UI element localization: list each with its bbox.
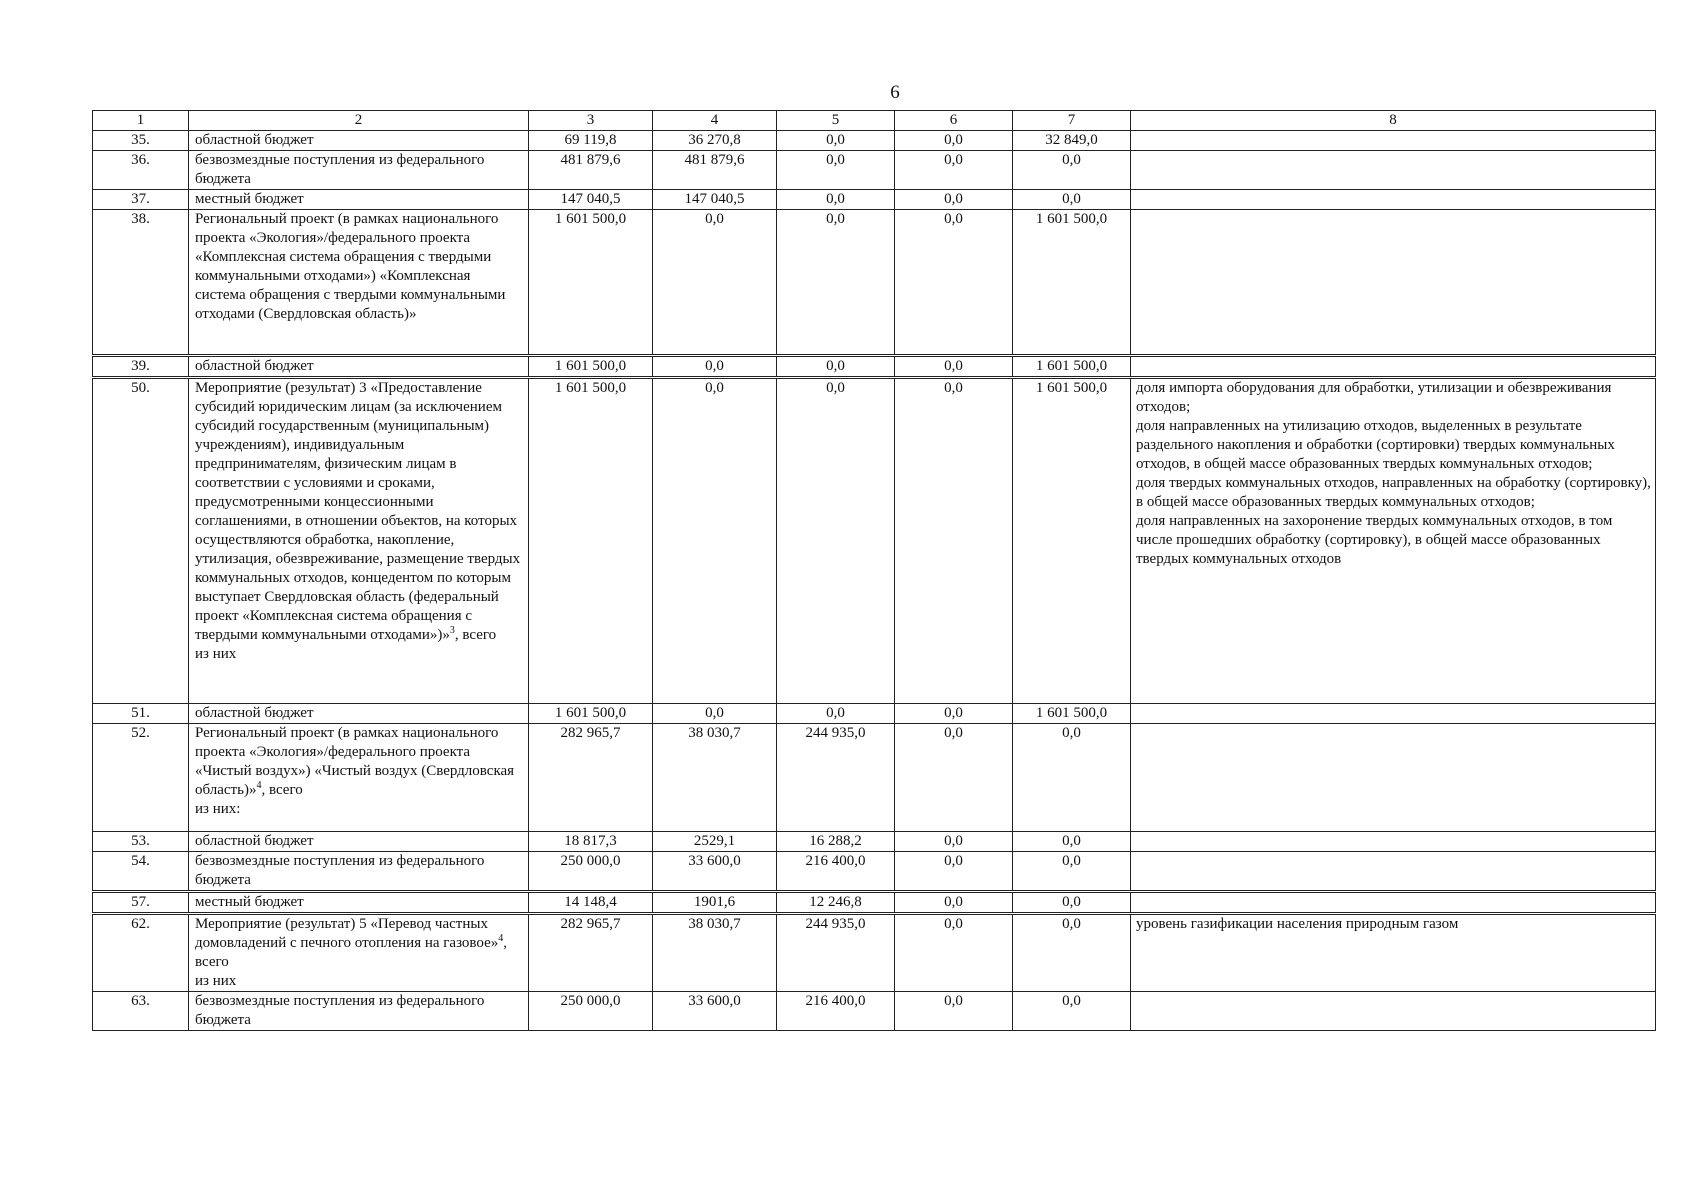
row-name-tail: , всего из них	[195, 935, 507, 989]
value-cell-c6: 0,0	[895, 151, 1013, 190]
table-row	[93, 378, 1656, 704]
row-name-text: местный бюджет	[195, 894, 304, 910]
value-cell-c3: 1 601 500,0	[529, 356, 653, 378]
row-name-text: областной бюджет	[195, 132, 314, 148]
value-cell-c5: 244 935,0	[777, 914, 895, 992]
value-cell-c7: 0,0	[1013, 724, 1131, 832]
value-cell-c5: 216 400,0	[777, 992, 895, 1031]
value-cell-c4: 38 030,7	[653, 914, 777, 992]
row-number-cell: 36.	[93, 151, 189, 190]
row-name-text: Мероприятие (результат) 5 «Перевод частных домовладений с печного отопления на газовое»	[195, 916, 499, 951]
row-name-text: областной бюджет	[195, 833, 314, 849]
value-cell-c6: 0,0	[895, 131, 1013, 151]
value-cell-c4: 38 030,7	[653, 724, 777, 832]
value-cell-c4: 2529,1	[653, 832, 777, 852]
table-row	[93, 190, 1656, 210]
row-name-tail: , всего из них:	[195, 782, 303, 817]
value-cell-c3: 282 965,7	[529, 914, 653, 992]
row-name-text: безвозмездные поступления из федерального бюджета	[195, 152, 485, 187]
value-cell-c4: 481 879,6	[653, 151, 777, 190]
row-name-cell	[189, 151, 529, 190]
indicator-cell	[1131, 704, 1656, 724]
row-number-cell: 62.	[93, 914, 189, 992]
header-cell: 6	[895, 111, 1013, 131]
row-number-cell: 53.	[93, 832, 189, 852]
value-cell-c4: 33 600,0	[653, 992, 777, 1031]
row-name-text: безвозмездные поступления из федерального бюджета	[195, 853, 485, 888]
value-cell-c6: 0,0	[895, 832, 1013, 852]
row-number-cell: 51.	[93, 704, 189, 724]
value-cell-c3: 18 817,3	[529, 832, 653, 852]
row-name-cell	[189, 131, 529, 151]
indicator-cell	[1131, 724, 1656, 832]
value-cell-c6: 0,0	[895, 852, 1013, 892]
value-cell-c3: 1 601 500,0	[529, 210, 653, 356]
value-cell-c6: 0,0	[895, 378, 1013, 704]
header-cell: 3	[529, 111, 653, 131]
table-row	[93, 832, 1656, 852]
value-cell-c7: 1 601 500,0	[1013, 356, 1131, 378]
budget-table	[92, 110, 1656, 1031]
value-cell-c6: 0,0	[895, 892, 1013, 914]
page-number: 6	[890, 82, 900, 103]
row-name-text: местный бюджет	[195, 191, 304, 207]
value-cell-c6: 0,0	[895, 356, 1013, 378]
indicator-cell	[1131, 190, 1656, 210]
table-header-row	[93, 111, 1656, 131]
row-number-cell: 50.	[93, 378, 189, 704]
table-row	[93, 151, 1656, 190]
value-cell-c5: 244 935,0	[777, 724, 895, 832]
row-name-cell	[189, 356, 529, 378]
table-row	[93, 992, 1656, 1031]
row-name-cell	[189, 914, 529, 992]
value-cell-c3: 282 965,7	[529, 724, 653, 832]
row-name-cell	[189, 210, 529, 356]
value-cell-c5: 12 246,8	[777, 892, 895, 914]
row-name-cell	[189, 992, 529, 1031]
row-name-cell	[189, 832, 529, 852]
value-cell-c4: 0,0	[653, 378, 777, 704]
value-cell-c5: 0,0	[777, 210, 895, 356]
header-cell: 5	[777, 111, 895, 131]
value-cell-c7: 0,0	[1013, 190, 1131, 210]
value-cell-c7: 0,0	[1013, 892, 1131, 914]
indicator-cell	[1131, 992, 1656, 1031]
header-cell: 7	[1013, 111, 1131, 131]
indicator-cell: доля импорта оборудования для обработки, утилизации и обезвреживания отходов; доля направленных на утилизацию отходов, выделенных в результате раздельного накопления и обработки (сортировки) твердых коммунальных отходов, в общей массе образованных твердых коммунальных отходов; доля твердых коммунальных отходов, направленных на обработку (сортировку), в общей массе образованных твердых коммунальных отходов; доля направленных на захоронение твердых коммунальных отходов, в том числе прошедших обработку (сортировку), в общей массе образованных твердых коммунальных отходов	[1131, 378, 1656, 704]
value-cell-c4: 0,0	[653, 704, 777, 724]
value-cell-c3: 481 879,6	[529, 151, 653, 190]
row-number-cell: 37.	[93, 190, 189, 210]
header-cell: 4	[653, 111, 777, 131]
value-cell-c7: 0,0	[1013, 151, 1131, 190]
value-cell-c4: 36 270,8	[653, 131, 777, 151]
row-name-tail: , всего из них	[195, 627, 497, 662]
indicator-cell	[1131, 151, 1656, 190]
row-name-cell	[189, 892, 529, 914]
value-cell-c5: 0,0	[777, 131, 895, 151]
header-cell: 2	[189, 111, 529, 131]
row-name-text: областной бюджет	[195, 705, 314, 721]
header-cell: 1	[93, 111, 189, 131]
row-number-cell: 54.	[93, 852, 189, 892]
table-row	[93, 210, 1656, 356]
value-cell-c7: 1 601 500,0	[1013, 210, 1131, 356]
footnote-marker: 4	[498, 933, 504, 944]
table-row	[93, 704, 1656, 724]
row-number-cell: 39.	[93, 356, 189, 378]
row-name-cell	[189, 724, 529, 832]
value-cell-c5: 0,0	[777, 151, 895, 190]
table-row	[93, 131, 1656, 151]
row-name-text: Региональный проект (в рамках национального проекта «Экология»/федерального проекта «Чистый воздух») «Чистый воздух (Свердловская область)»	[195, 725, 515, 798]
value-cell-c6: 0,0	[895, 210, 1013, 356]
value-cell-c7: 1 601 500,0	[1013, 704, 1131, 724]
value-cell-c6: 0,0	[895, 724, 1013, 832]
value-cell-c3: 147 040,5	[529, 190, 653, 210]
value-cell-c3: 1 601 500,0	[529, 378, 653, 704]
value-cell-c5: 0,0	[777, 704, 895, 724]
row-name-cell	[189, 378, 529, 704]
value-cell-c5: 16 288,2	[777, 832, 895, 852]
value-cell-c7: 0,0	[1013, 914, 1131, 992]
value-cell-c3: 250 000,0	[529, 852, 653, 892]
value-cell-c3: 14 148,4	[529, 892, 653, 914]
table-row	[93, 724, 1656, 832]
row-number-cell: 57.	[93, 892, 189, 914]
row-name-text: безвозмездные поступления из федерального бюджета	[195, 993, 485, 1028]
value-cell-c3: 250 000,0	[529, 992, 653, 1031]
value-cell-c5: 0,0	[777, 378, 895, 704]
value-cell-c7: 0,0	[1013, 992, 1131, 1031]
indicator-cell	[1131, 210, 1656, 356]
footnote-marker: 3	[449, 625, 455, 636]
value-cell-c7: 0,0	[1013, 852, 1131, 892]
row-number-cell: 52.	[93, 724, 189, 832]
value-cell-c6: 0,0	[895, 704, 1013, 724]
row-number-cell: 63.	[93, 992, 189, 1031]
footnote-marker: 4	[256, 780, 262, 791]
indicator-cell: уровень газификации населения природным газом	[1131, 914, 1656, 992]
row-name-text: областной бюджет	[195, 358, 314, 374]
row-name-cell	[189, 190, 529, 210]
value-cell-c6: 0,0	[895, 190, 1013, 210]
header-cell: 8	[1131, 111, 1656, 131]
row-name-text: Региональный проект (в рамках национального проекта «Экология»/федерального проекта «Комплексная система обращения с твердыми коммунальными отходами») «Комплексная система обращения с твердыми коммунальными отходами (Свердловская область)»	[195, 211, 506, 322]
value-cell-c4: 33 600,0	[653, 852, 777, 892]
table-row	[93, 852, 1656, 892]
row-name-cell	[189, 704, 529, 724]
table-row	[93, 356, 1656, 378]
value-cell-c7: 32 849,0	[1013, 131, 1131, 151]
table-row	[93, 914, 1656, 992]
value-cell-c4: 147 040,5	[653, 190, 777, 210]
row-number-cell: 38.	[93, 210, 189, 356]
indicator-cell	[1131, 832, 1656, 852]
value-cell-c3: 1 601 500,0	[529, 704, 653, 724]
value-cell-c4: 1901,6	[653, 892, 777, 914]
indicator-cell	[1131, 852, 1656, 892]
value-cell-c7: 1 601 500,0	[1013, 378, 1131, 704]
value-cell-c7: 0,0	[1013, 832, 1131, 852]
value-cell-c4: 0,0	[653, 210, 777, 356]
row-name-text: Мероприятие (результат) 3 «Предоставление субсидий юридическим лицам (за исключением субсидий государственным (муниципальным) учреждениям), индивидуальным предпринимателям, физическим лицам в соответствии с условиями и сроками, предусмотренными концессионными соглашениями, в отношении объектов, на которых осуществляются обработка, накопление, утилизация, обезвреживание, размещение твердых коммунальных отходов, концедентом по которым выступает Свердловская область (федеральный проект «Комплексная система обращения с твердыми коммунальными отходами»)»	[195, 380, 521, 643]
value-cell-c4: 0,0	[653, 356, 777, 378]
value-cell-c3: 69 119,8	[529, 131, 653, 151]
indicator-cell	[1131, 892, 1656, 914]
value-cell-c5: 0,0	[777, 356, 895, 378]
value-cell-c6: 0,0	[895, 914, 1013, 992]
row-name-cell	[189, 852, 529, 892]
indicator-cell	[1131, 131, 1656, 151]
table-row	[93, 892, 1656, 914]
indicator-cell	[1131, 356, 1656, 378]
value-cell-c5: 216 400,0	[777, 852, 895, 892]
row-number-cell: 35.	[93, 131, 189, 151]
value-cell-c6: 0,0	[895, 992, 1013, 1031]
value-cell-c5: 0,0	[777, 190, 895, 210]
